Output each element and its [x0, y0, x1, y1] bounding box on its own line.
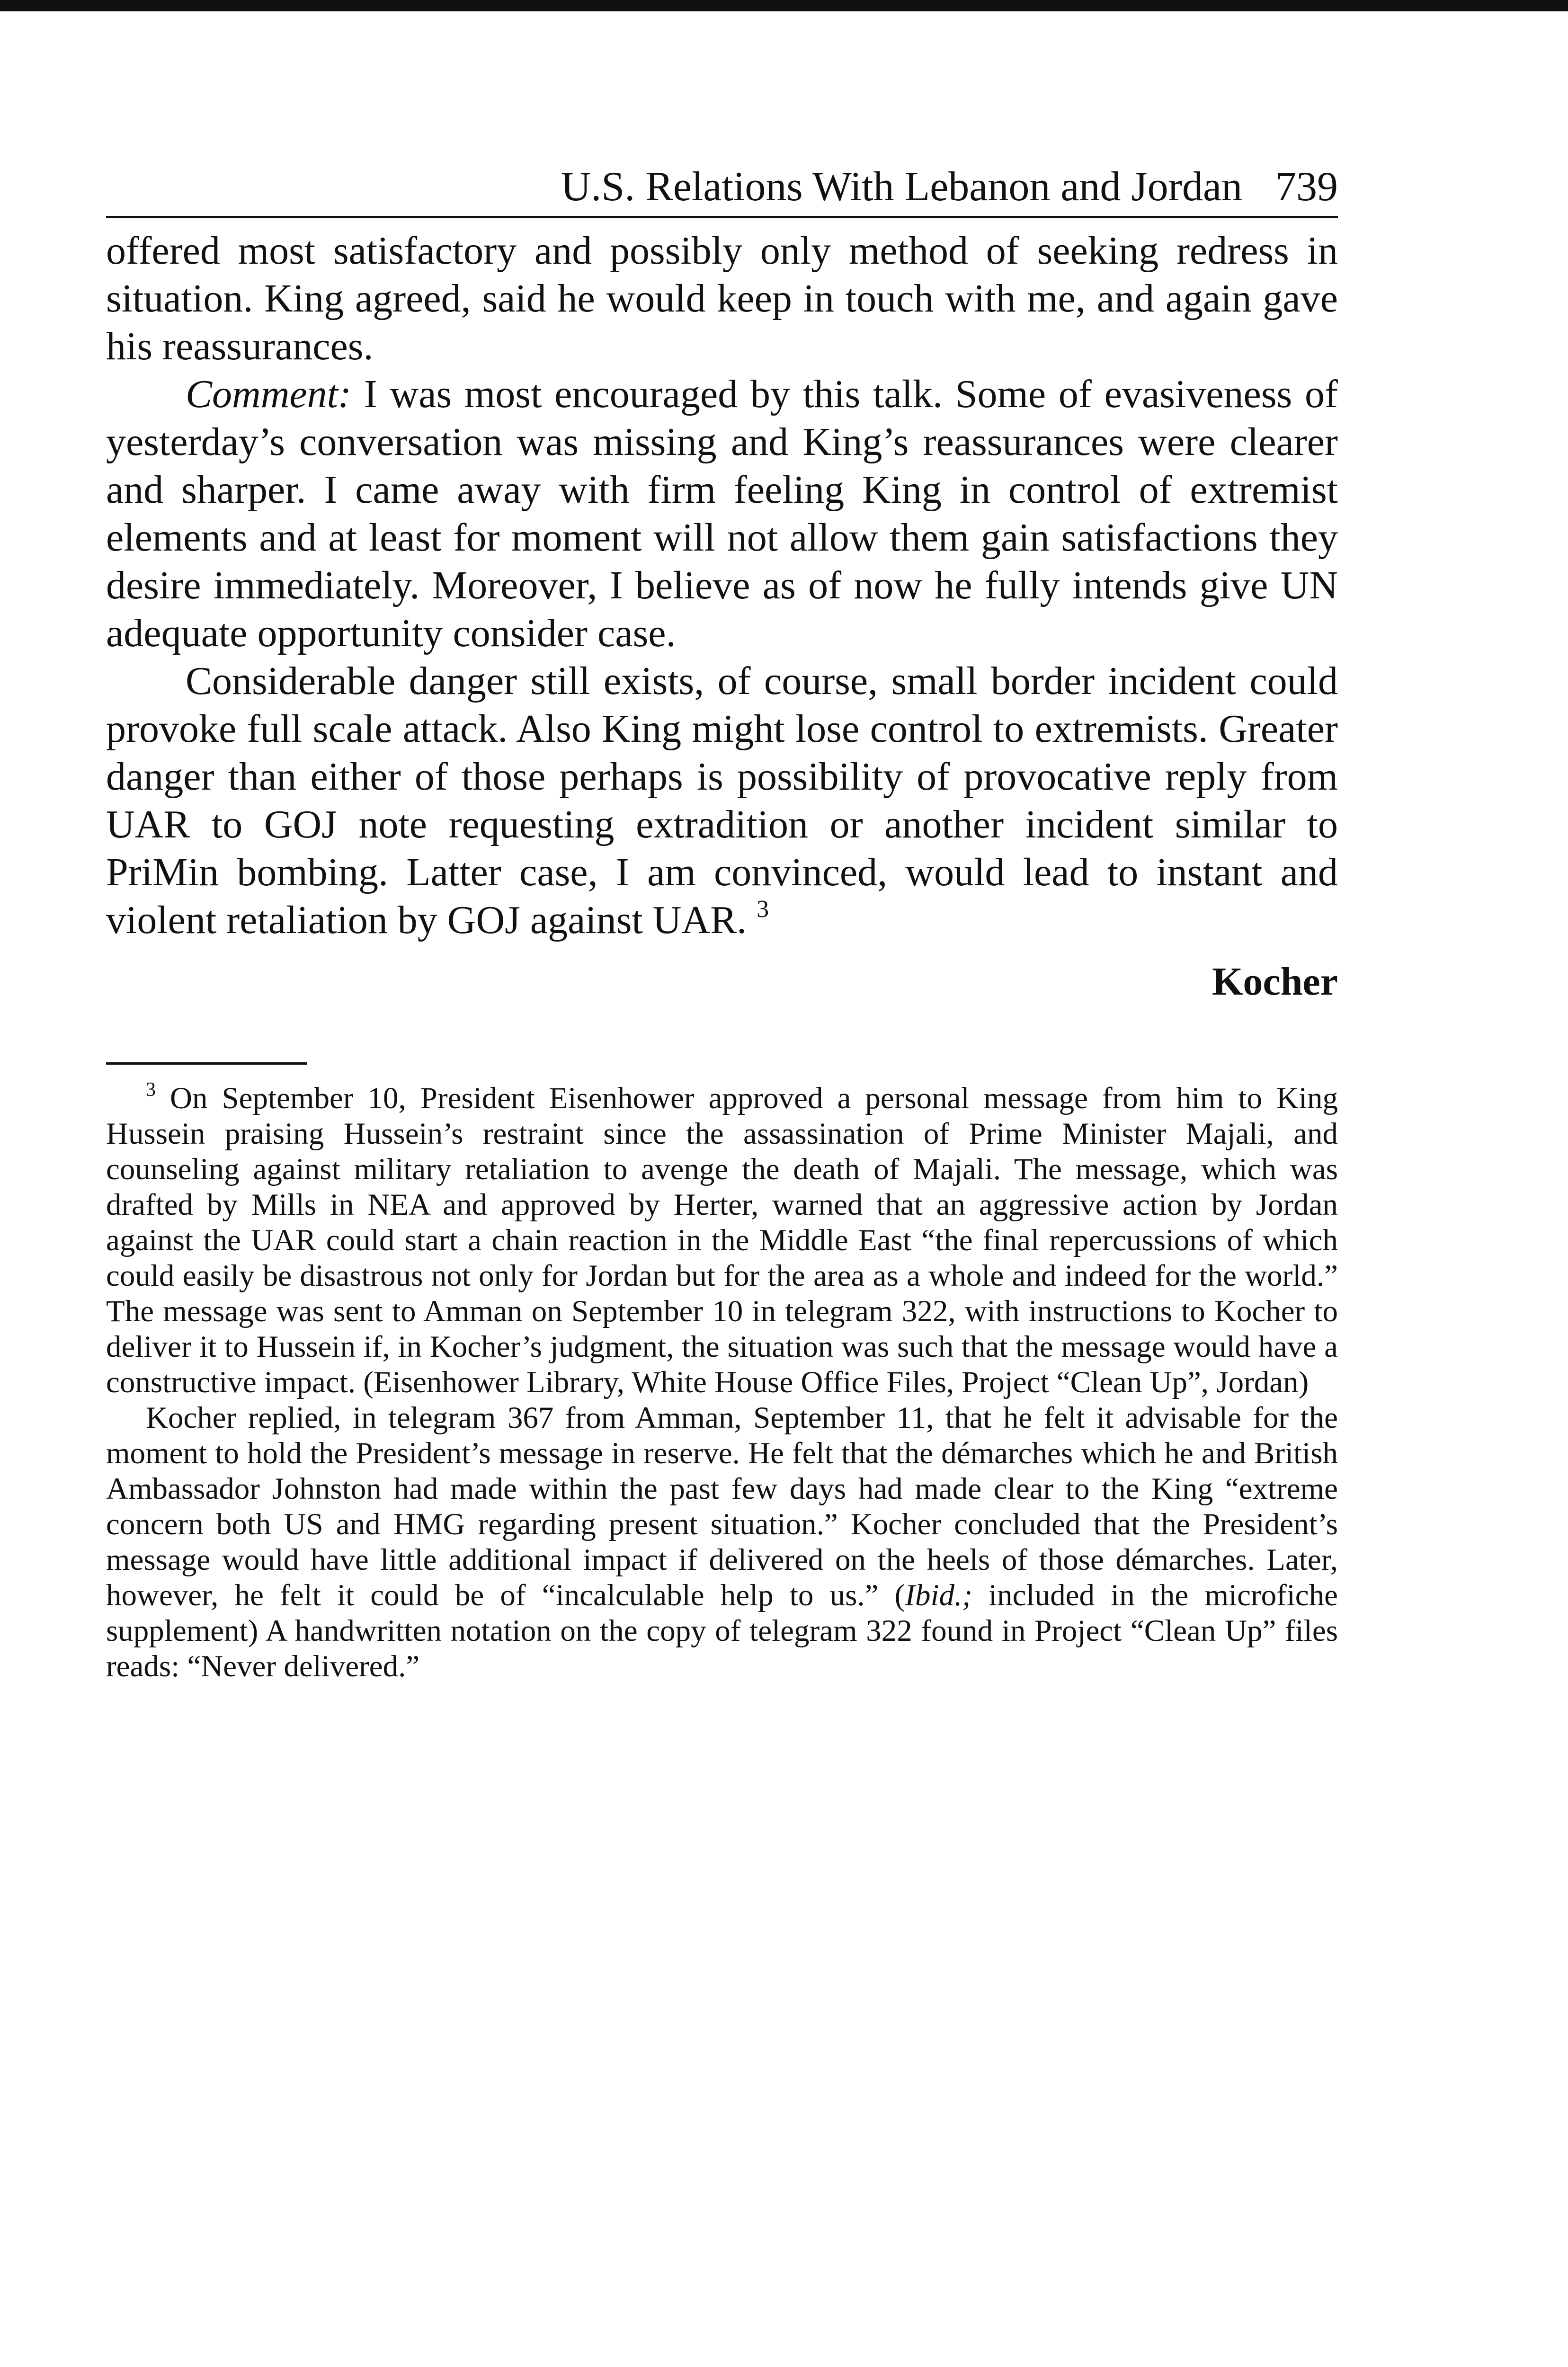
paragraph-1: offered most satisfactory and possibly only method of seeking redress in situation. King agreed, said he would keep in touch with me, and again gave his reassurances.	[106, 229, 1338, 368]
footnote-paragraph-2-text-b: included in the microfiche supplement) A handwritten notation on the copy of telegram 322 found in Project “Clean Up” files reads: “Never delivered.”	[106, 1578, 1338, 1683]
running-head-title: U.S. Relations With Lebanon and Jordan	[561, 164, 1242, 210]
paragraph-2	[106, 370, 1338, 657]
paragraph-2-text: I was most encouraged by this talk. Some of evasiveness of yesterday’s conversation was missing and King’s reassurances were clearer and sharper. I came away with firm feeling King in control of extremist elements and at least for moment will not allow them gain satisfactions they desire immediately. Moreover, I believe as of now he fully intends give UN adequate opportunity consider case.	[106, 372, 1338, 655]
footnotes	[106, 1081, 1338, 1684]
signature: Kocher	[1212, 960, 1338, 1004]
page-number: 739	[1275, 164, 1338, 210]
footnote-paragraph-1-text: On September 10, President Eisenhower approved a personal message from him to King Hussein praising Hussein’s restraint since the assassination of Prime Minister Majali, and counseling against military retaliation to avenge the death of Majali. The message, which was drafted by Mills in NEA and approved by Herter, warned that an aggressive action by Jordan against the UAR could start a chain reaction in the Middle East “the final repercussions of which could easily be disastrous not only for Jordan but for the area as a whole and indeed for the world.” The message was sent to Amman on September 10 in telegram 322, with instructions to Kocher to deliver it to Hussein if, in Kocher’s judgment, the situation was such that the message would have a constructive impact. (Eisenhower Library, White House Office Files, Project “Clean Up”, Jordan)	[106, 1081, 1338, 1399]
scan-top-border	[0, 0, 1568, 11]
footnote-reference: 3	[757, 896, 769, 923]
main-text	[106, 227, 1338, 944]
footnote-paragraph-2-text-a: Kocher replied, in telegram 367 from Amman, September 11, that he felt it advisable for the moment to hold the President’s message in reserve. He felt that the démarches which he and British Ambassador Johnston had made within the past few days had made clear to the King “extreme concern both US and HMG regarding present situation.” Kocher concluded that the President’s message would have little additional impact if delivered on the heels of those démarches. Later, however, he felt it could be of “incalculable help to us.” (	[106, 1401, 1338, 1612]
footnote-rule	[106, 1062, 307, 1065]
paragraph-3	[106, 657, 1338, 944]
paragraph-3-text: Considerable danger still exists, of course, small border incident could provoke full scale attack. Also King might lose control to extremists. Greater danger than either of those perhaps is possibility of provocative reply from UAR to GOJ note requesting extradition or another incident similar to PriMin bombing. Latter case, I am convinced, would lead to instant and violent retaliation by GOJ against UAR.	[106, 659, 1338, 942]
comment-label: Comment:	[186, 372, 351, 416]
ibid-citation: Ibid.;	[905, 1578, 972, 1612]
footnote-paragraph-2	[106, 1400, 1338, 1684]
footnote-marker: 3	[146, 1079, 156, 1101]
running-head	[106, 161, 1338, 218]
footnote-paragraph-1	[106, 1081, 1338, 1400]
document-page	[106, 161, 1338, 1684]
